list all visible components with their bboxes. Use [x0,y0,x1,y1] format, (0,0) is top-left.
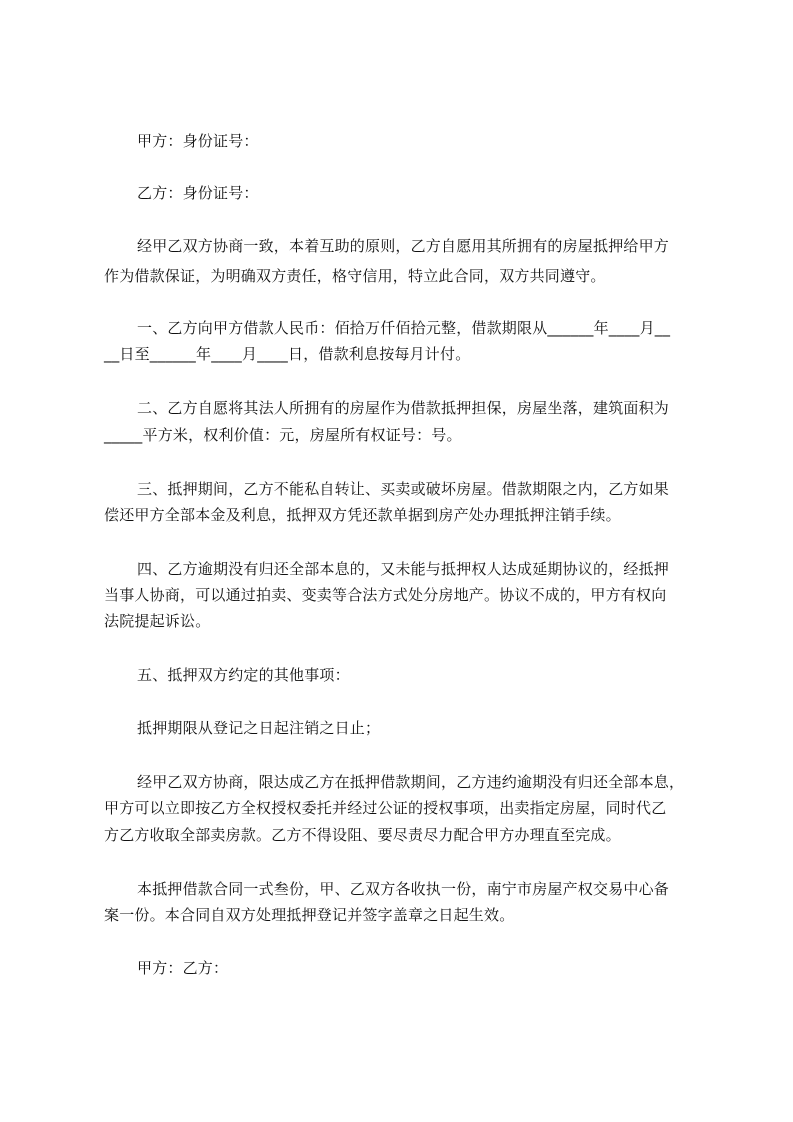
preamble-line-1: 经甲乙双方协商一致，本着互助的原则，乙方自愿用其所拥有的房屋抵押给甲方 [137,237,670,255]
signature-line: 甲方：乙方： [137,959,229,977]
clause-5-detail-line-3: 方乙方收取全部卖房款。乙方不得设阻、要尽责尽力配合甲方办理直至完成。 [104,826,621,844]
closing-line-2: 案一份。本合同自双方处理抵押登记并签字盖章之日起生效。 [104,906,515,924]
clause-4-line-1: 四、乙方逾期没有归还全部本息的，又未能与抵押权人达成延期协议的，经抵押 [137,560,670,578]
clause-1-line-2: __日至______年____月____日，借款利息按每月计付。 [104,345,471,363]
closing-line-1: 本抵押借款合同一式叁份，甲、乙双方各收执一份，南宁市房屋产权交易中心备 [137,880,670,898]
clause-3-line-1: 三、抵押期间，乙方不能私自转让、买卖或破坏房屋。借款期限之内，乙方如果 [137,480,670,498]
clause-5-detail-line-2: 甲方可以立即按乙方全权授权委托并经过公证的授权事项，出卖指定房屋，同时代乙 [104,799,667,817]
clause-2-line-1: 二、乙方自愿将其法人所拥有的房屋作为借款抵押担保，房屋坐落，建筑面积为 [137,399,670,417]
clause-4-line-3: 法院提起诉讼。 [104,612,211,630]
clause-4-line-2: 当事人协商，可以通过拍卖、变卖等合法方式处分房地产。协议不成的，甲方有权向 [104,586,667,604]
party-a-id-line: 甲方：身份证号： [137,132,259,150]
clause-5-heading: 五、抵押双方约定的其他事项： [137,666,350,684]
clause-5-item: 抵押期限从登记之日起注销之日止； [137,719,381,737]
clause-5-detail-line-1: 经甲乙双方协商，限达成乙方在抵押借款期间，乙方违约逾期没有归还全部本息， [137,773,685,791]
preamble-line-2: 作为借款保证，为明确双方责任，格守信用，特立此合同，双方共同遵守。 [104,267,606,285]
party-b-id-line: 乙方：身份证号： [137,184,259,202]
clause-3-line-2: 偿还甲方全部本金及利息，抵押双方凭还款单据到房产处办理抵押注销手续。 [104,506,621,524]
clause-2-line-2: _____平方米，权利价值：元，房屋所有权证号：号。 [104,426,462,444]
clause-1-line-1: 一、乙方向甲方借款人民币：佰拾万仟佰拾元整，借款期限从______年____月__ [137,319,671,337]
